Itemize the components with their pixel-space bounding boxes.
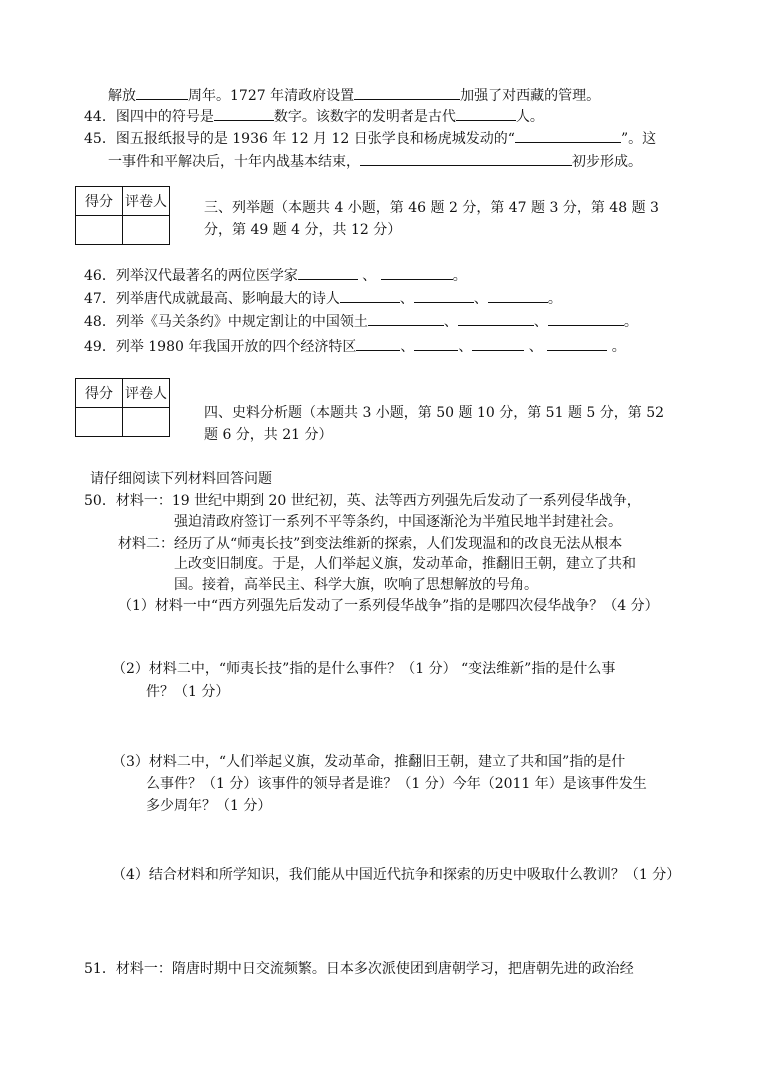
question-48: 48．列举《马关条约》中规定割让的中国领土 、 、 。	[84, 314, 638, 330]
answer-blank[interactable]	[381, 267, 453, 280]
grader-cell[interactable]	[123, 408, 170, 437]
score-label: 得分	[76, 379, 123, 408]
line-q43-end: 解放 周年。1727 年清政府设置 加强了对西藏的管理。	[108, 88, 601, 104]
q50-material-2: 材料二：经历了从“师夷长技”到变法维新的探索，人们发现温和的改良无法从根本	[118, 536, 623, 552]
q50-sub-3: （3）材料二中，“人们举起义旗，发动革命，推翻旧王朝，建立了共和国”指的是什	[112, 754, 626, 770]
answer-blank[interactable]	[136, 87, 188, 100]
section-3-title: 三、列举题（本题共 4 小题，第 46 题 2 分，第 47 题 3 分，第 48 题 3	[204, 200, 659, 216]
score-cell[interactable]	[76, 408, 123, 437]
score-table	[75, 186, 170, 245]
answer-blank[interactable]	[356, 338, 400, 351]
q50-sub-4: （4）结合材料和所学知识，我们能从中国近代抗争和探索的历史中吸取什么教训？（1 分）	[112, 867, 681, 883]
grader-label: 评卷人	[123, 379, 170, 408]
q50-sub-1: （1）材料一中“西方列强先后发动了一系列侵华战争”指的是哪四次侵华战争？（4 分）	[118, 598, 659, 614]
q50-material-1: 50．材料一：19 世纪中期到 20 世纪初，英、法等西方列强先后发动了一系列侵华战争，	[84, 493, 641, 509]
answer-blank[interactable]	[214, 108, 274, 121]
question-47: 47．列举唐代成就最高、影响最大的诗人 、 、 。	[84, 291, 562, 307]
score-cell[interactable]	[76, 216, 123, 245]
answer-blank[interactable]	[414, 338, 458, 351]
answer-blank[interactable]	[340, 290, 400, 303]
answer-blank[interactable]	[360, 153, 572, 166]
question-46: 46．列举汉代最著名的两位医学家 、 。	[84, 268, 467, 284]
question-49: 49．列举 1980 年我国开放的四个经济特区 、 、 、 。	[84, 339, 626, 355]
score-table	[75, 378, 170, 437]
q51-material-1: 51．材料一：隋唐时期中日交流频繁。日本多次派使团到唐朝学习，把唐朝先进的政治经	[84, 961, 634, 977]
q50-material-2-cont: 国。接着，高举民主、科学大旗，吹响了思想解放的号角。	[174, 577, 538, 593]
reading-instruction: 请仔细阅读下列材料回答问题	[90, 471, 272, 487]
grader-label: 评卷人	[123, 187, 170, 216]
q50-sub-3-cont: 么事件？（1 分）该事件的领导者是谁？（1 分）今年（2011 年）是该事件发生	[146, 776, 647, 792]
q50-material-1-cont: 强迫清政府签订一系列不平等条约，中国逐渐沦为半殖民地半封建社会。	[174, 514, 622, 530]
answer-blank[interactable]	[456, 108, 516, 121]
answer-blank[interactable]	[547, 338, 607, 351]
answer-blank[interactable]	[368, 313, 444, 326]
q50-sub-2: （2）材料二中，“师夷长技”指的是什么事件？（1 分） “变法维新”指的是什么事	[112, 661, 616, 677]
question-44: 44．图四中的符号是 数字。该数字的发明者是古代 人。	[84, 109, 544, 125]
answer-blank[interactable]	[354, 87, 460, 100]
question-45-cont: 一事件和平解决后，十年内战基本结束， 初步形成。	[108, 154, 642, 170]
score-label: 得分	[76, 187, 123, 216]
section-4-title-cont: 题 6 分，共 21 分）	[204, 427, 333, 443]
q50-material-2-cont: 上改变旧制度。于是，人们举起义旗，发动革命，推翻旧王朝，建立了共和	[174, 556, 636, 572]
question-45: 45．图五报纸报导的是 1936 年 12 月 12 日张学良和杨虎城发动的“ ”。这	[84, 131, 657, 147]
answer-blank[interactable]	[472, 338, 524, 351]
section-3-title-cont: 分，第 49 题 4 分，共 12 分）	[204, 222, 402, 238]
section-4-title: 四、史料分析题（本题共 3 小题，第 50 题 10 分，第 51 题 5 分，第 52	[204, 405, 665, 421]
answer-blank[interactable]	[414, 290, 474, 303]
answer-blank[interactable]	[458, 313, 534, 326]
grader-cell[interactable]	[123, 216, 170, 245]
answer-blank[interactable]	[298, 267, 358, 280]
answer-blank[interactable]	[515, 130, 621, 143]
q50-sub-2-cont: 件？（1 分）	[146, 684, 230, 700]
answer-blank[interactable]	[548, 313, 624, 326]
answer-blank[interactable]	[488, 290, 548, 303]
q50-sub-3-cont: 多少周年？（1 分）	[146, 798, 272, 814]
